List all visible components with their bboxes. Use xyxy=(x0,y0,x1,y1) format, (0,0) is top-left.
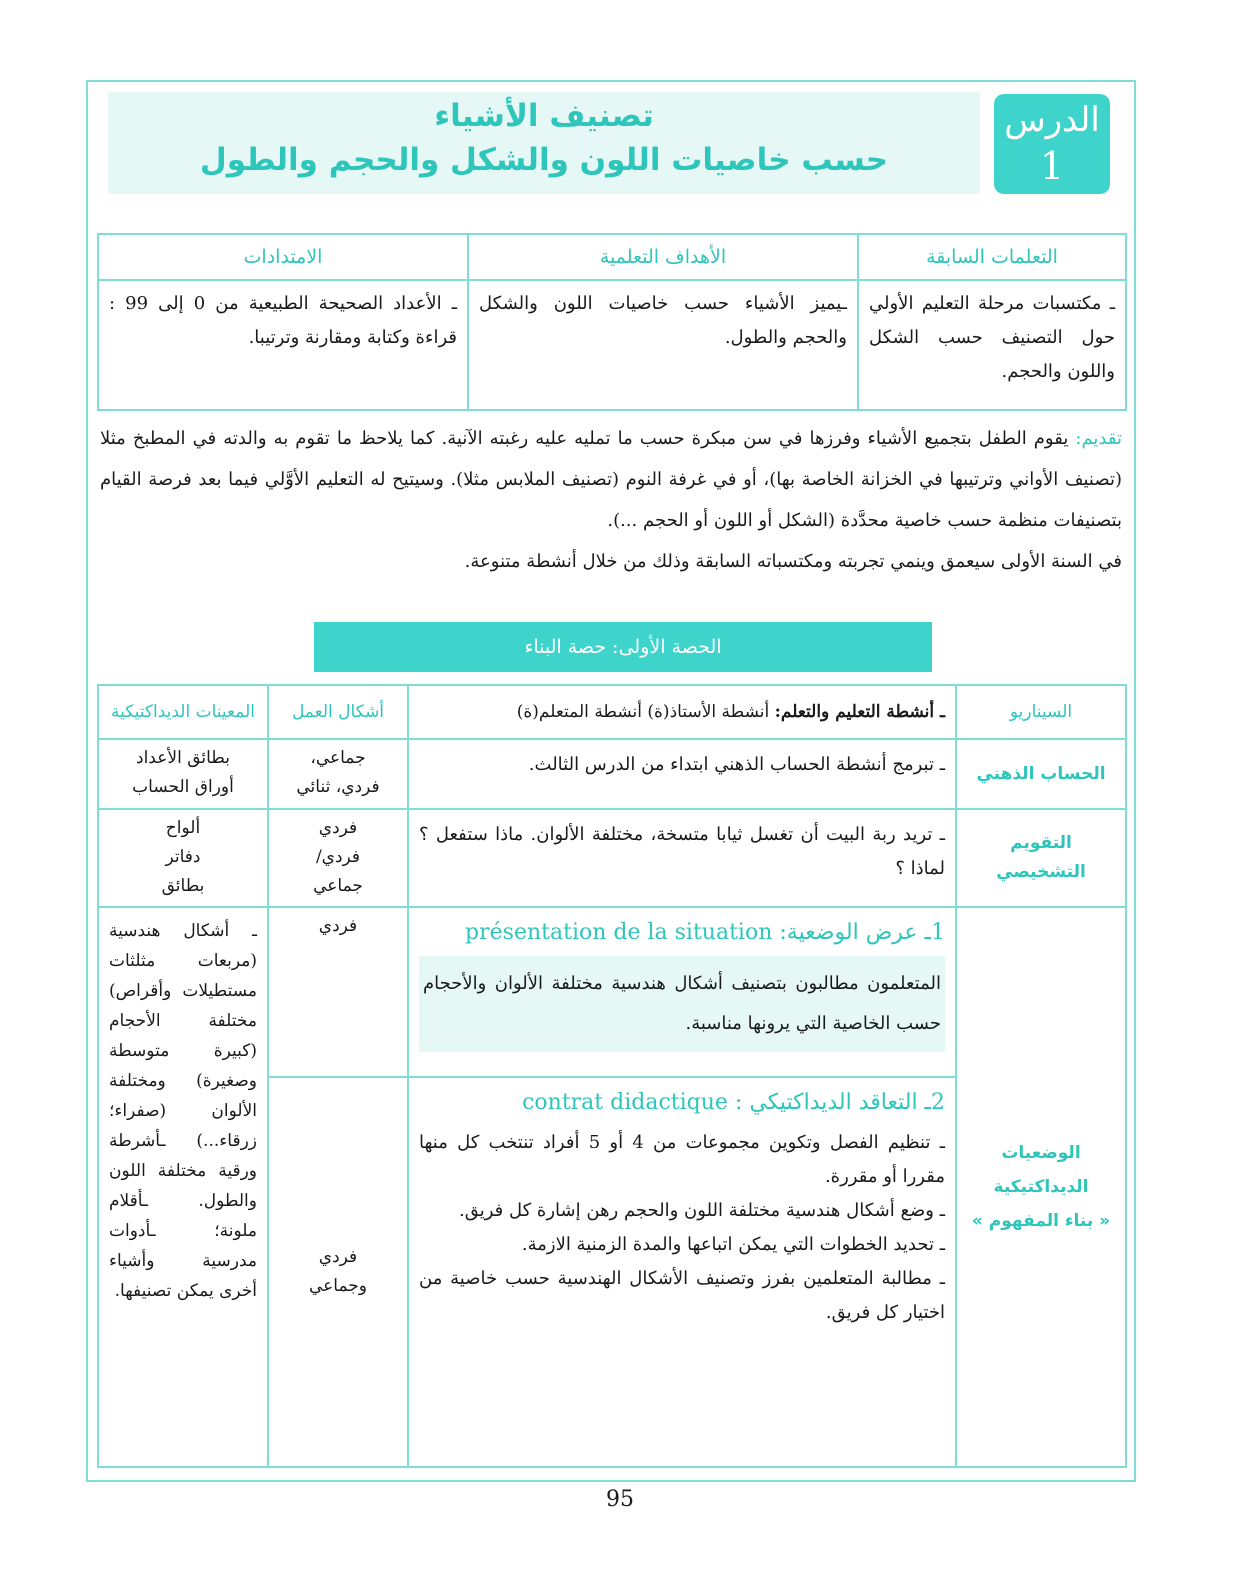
table-row xyxy=(98,739,1126,809)
work-form-line: فردي، ثنائي xyxy=(296,777,380,797)
aids-didactic: ـ أشكال هندسية (مربعات مثلثات مستطيلات وأقراص) مختلفة الأحجام (كبيرة متوسطة وصغيرة) ومختلفة الألوان (صفراء؛ زرقاء...) ـأشرطة ورقية مختلفة اللون والطول. ـأقلام ملونة؛ ـأدوات مدرسية وأشياء أخرى يمكن تصنيفها. xyxy=(98,907,268,1467)
list-item: ـ وضع أشكال هندسية مختلفة اللون والحجم رهن إشارة كل فريق. xyxy=(459,1200,945,1221)
aid-line: ألواح xyxy=(165,818,201,838)
work-form-line: فردي xyxy=(318,1247,358,1267)
intro-text: يقوم الطفل بتجميع الأشياء وفرزها في سن مبكرة حسب ما تمليه عليه رغبته الآنية. كما يلاحظ ما تقوم به والدته في المطبخ مثلا (تصنيف الأواني وترتيبها في الخزانة الخاصة بها)، أو في غرفة النوم (تصنيف الملابس مثلا). وسيتيح له التعليم الأوَّلي فيما بعد فرصة القيام بتصنيفات منظمة حسب خاصية محدَّدة (الشكل أو اللون أو الحجم ...). xyxy=(100,428,1122,531)
aids-cell xyxy=(98,739,268,809)
prior-learning-cell: ـ مكتسبات مرحلة التعليم الأولي حول التصنيف حسب الشكل واللون والحجم. xyxy=(858,280,1126,410)
situation-text: المتعلمون مطالبون بتصنيف أشكال هندسية مختلفة الألوان والأحجام حسب الخاصية التي يرونها مناسبة. xyxy=(419,956,945,1052)
work-form-line: فردي/ xyxy=(315,847,361,867)
aid-line: دفاتر xyxy=(165,847,201,867)
lesson-badge-number: 1 xyxy=(1039,144,1065,188)
scenario-diagnostic: التقويم التشخيصي xyxy=(956,809,1126,907)
list-item: ـ تنظيم الفصل وتكوين مجموعات من 4 أو 5 أفراد تنتخب كل منها مقررا أو مقررة. xyxy=(419,1132,945,1187)
scenario-line: « بناء المفهوم » xyxy=(971,1211,1111,1231)
header-prior-learning: التعلمات السابقة xyxy=(858,234,1126,280)
aid-line: بطائق xyxy=(161,876,205,896)
activity-diagnostic: ـ تريد ربة البيت أن تغسل ثيابا متسخة، مختلفة الألوان. ماذا ستفعل ؟ لماذا ؟ xyxy=(408,809,956,907)
scenario-didactic-situations xyxy=(956,907,1126,1467)
work-form-contract xyxy=(268,1077,408,1467)
work-form-situation: فردي xyxy=(268,907,408,1077)
extensions-cell: ـ الأعداد الصحيحة الطبيعية من 0 إلى 99 : قراءة وكتابة ومقارنة وترتيبا. xyxy=(98,280,468,410)
header-extensions: الامتدادات xyxy=(98,234,468,280)
page-number: 95 xyxy=(606,1487,634,1512)
session-title: الحصة الأولى: حصة البناء xyxy=(314,622,932,672)
contract-list xyxy=(419,1126,945,1330)
header-activities-bold: ـ أنشطة التعليم والتعلم: xyxy=(774,702,945,722)
work-form-line: جماعي، xyxy=(310,748,366,768)
aid-line: بطائق الأعداد xyxy=(136,748,230,768)
objectives-table xyxy=(97,233,1127,411)
activity-situation xyxy=(408,907,956,1077)
work-form-cell xyxy=(268,809,408,907)
header-work-forms: أشكال العمل xyxy=(268,685,408,739)
contract-heading-ar: 2ـ التعاقد الديداكتيكي : xyxy=(734,1090,945,1115)
table-row xyxy=(98,907,1126,1077)
lesson-title: تصنيف الأشياء xyxy=(434,98,654,134)
situation-heading xyxy=(419,916,945,950)
work-form-line: فردي xyxy=(318,818,358,838)
table-row xyxy=(98,809,1126,907)
work-form-line: جماعي xyxy=(313,876,363,896)
work-form-line: وجماعي xyxy=(308,1276,368,1296)
intro-text-2: في السنة الأولى سيعمق وينمي تجربته ومكتسباته السابقة وذلك من خلال أنشطة متنوعة. xyxy=(464,551,1122,572)
contract-heading-fr: contrat didactique xyxy=(522,1090,735,1115)
header-activities-rest: أنشطة الأستاذ(ة) أنشطة المتعلم(ة) xyxy=(516,702,775,722)
scenario-line: الديداكتيكية xyxy=(993,1177,1089,1197)
learning-goals-cell: ـيميز الأشياء حسب خاصيات اللون والشكل والحجم والطول. xyxy=(468,280,858,410)
introduction xyxy=(100,418,1122,582)
scenario-mental-math: الحساب الذهني xyxy=(956,739,1126,809)
aid-line: أوراق الحساب xyxy=(132,777,234,797)
header-learning-goals: الأهداف التعلمية xyxy=(468,234,858,280)
lesson-subtitle: حسب خاصيات اللون والشكل والحجم والطول xyxy=(199,142,889,178)
intro-label: تقديم: xyxy=(1075,428,1122,449)
list-item: ـ مطالبة المتعلمين بفرز وتصنيف الأشكال الهندسية حسب خاصية من اختيار كل فريق. xyxy=(419,1268,945,1323)
contract-heading xyxy=(419,1086,945,1120)
scenario-line: الوضعيات xyxy=(1001,1143,1081,1163)
situation-heading-ar: 1ـ عرض الوضعية: xyxy=(779,920,945,945)
header-scenario: السيناريو xyxy=(956,685,1126,739)
list-item: ـ تحديد الخطوات التي يمكن اتباعها والمدة الزمنية الازمة. xyxy=(521,1234,945,1255)
activity-mental-math: ـ تبرمج أنشطة الحساب الذهني ابتداء من الدرس الثالث. xyxy=(408,739,956,809)
header-didactic-aids: المعينات الديداكتيكية xyxy=(98,685,268,739)
lesson-badge xyxy=(994,94,1110,194)
situation-heading-fr: présentation de la situation xyxy=(465,920,780,945)
activity-contract xyxy=(408,1077,956,1467)
activities-table xyxy=(97,684,1127,1468)
aids-cell xyxy=(98,809,268,907)
work-form-cell xyxy=(268,739,408,809)
lesson-badge-word: الدرس xyxy=(1004,100,1100,140)
header-activities xyxy=(408,685,956,739)
